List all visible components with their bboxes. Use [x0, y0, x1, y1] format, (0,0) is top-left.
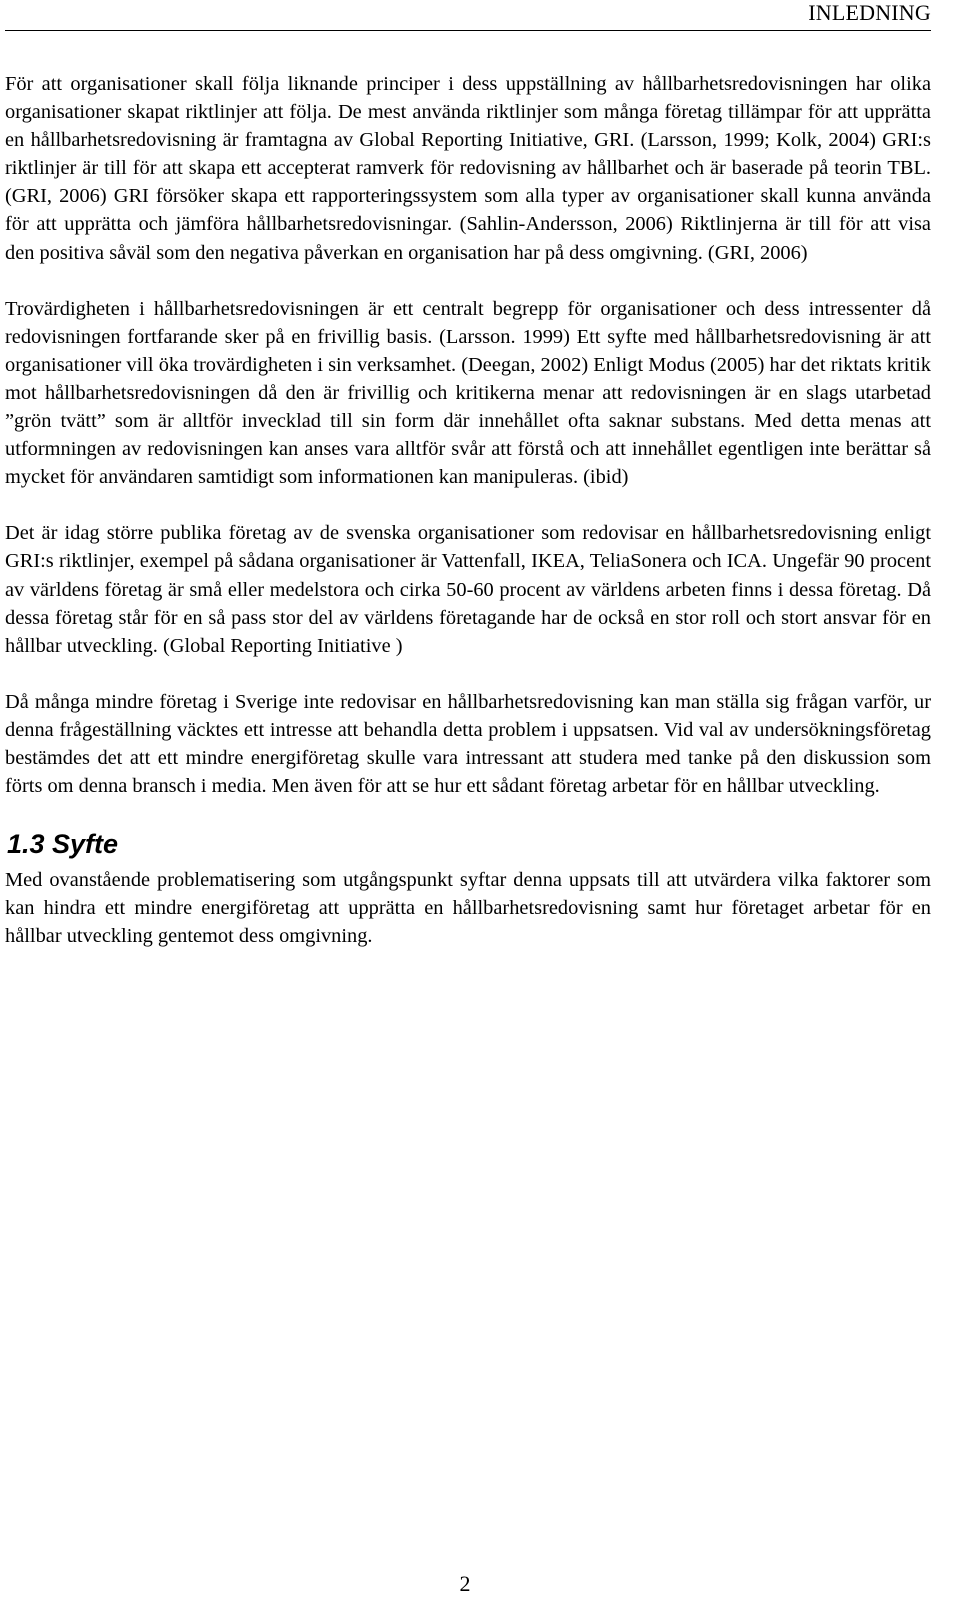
running-header-title: INLEDNING: [808, 0, 931, 25]
paragraph-problem-statement: Då många mindre företag i Sverige inte redovisar en hållbarhetsredovisning kan man ställa sig frågan varför, ur denna frågeställning väcktes ett intresse att behandla detta problem i uppsatsen. Vid val av undersökningsföretag bestämdes det att ett mindre energiföretag skulle vara intressant att studera med tanke på den diskussion som förts om denna bransch i media. Men även för att se hur ett sådant företag arbetar för en hållbar utveckling.: [5, 690, 931, 798]
paragraph-purpose: Med ovanstående problematisering som utgångspunkt syftar denna uppsats till att utvärdera vilka faktorer som kan hindra ett mindre energiföretag att upprätta en hållbarhetsredovisning samt hur företaget arbetar för en hållbar utveckling gentemot dess omgivning.: [5, 869, 931, 948]
page-header: [5, 0, 931, 31]
paragraph-gri-guidelines: För att organisationer skall följa liknande principer i dess uppställning av hållbarhetsredovisningen har olika organisationer skapat riktlinjer att följa. De mest använda riktlinjer som många företag tillämpar för att upprätta en hållbarhetsredovisning är framtagna av Global Reporting Initiative, GRI. (Larsson, 1999; Kolk, 2004) GRI:s riktlinjer är till för att skapa ett accepterat ramverk för redovisning av hållbarhet och är baserade på teorin TBL. (GRI, 2006) GRI försöker skapa ett rapporteringssystem som alla typer av organisationer skall kunna använda för att upprätta och jämföra hållbarhetsredovisningar. (Sahlin-Andersson, 2006) Riktlinjerna är till för att visa den positiva såväl som den negativa påverkan en organisation har på dess omgivning. (GRI, 2006): [5, 73, 931, 264]
document-body: [5, 70, 931, 950]
section-heading-syfte: 1.3 Syfte: [7, 829, 119, 860]
paragraph-credibility: Trovärdigheten i hållbarhetsredovisningen är ett centralt begrepp för organisationer och dess intressenter då redovisningen fortfarande sker på en frivillig basis. (Larsson. 1999) Ett syfte med hållbarhetsredovisning är att organisationer vill öka trovärdigheten i sin verksamhet. (Deegan, 2002) Enligt Modus (2005) har det riktats kritik mot hållbarhetsredovisningen då den är frivillig och kritikerna menar att redovisningen är en slags utarbetad ”grön tvätt” som är alltför invecklad till sin form där innehållet ofta saknar substans. Med detta menas att utformningen av redovisningen kan anses vara alltför svår att förstå och att innehållet egentligen inte berättar så mycket för användaren samtidigt som informationen kan manipuleras. (ibid): [5, 297, 931, 489]
page-number: 2: [459, 1571, 471, 1596]
paragraph-swedish-companies: Det är idag större publika företag av de svenska organisationer som redovisar en hållbarhetsredovisning enligt GRI:s riktlinjer, exempel på sådana organisationer är Vattenfall, IKEA, TeliaSonera och ICA. Ungefär 90 procent av världens företag är små eller medelstora och cirka 50-60 procent av världens arbeten finns i dessa företag. Då dessa företag står för en så pass stor del av världens företagande har de också en stor roll och stort ansvar för en hållbar utveckling. (Global Reporting Initiative ): [5, 522, 931, 657]
